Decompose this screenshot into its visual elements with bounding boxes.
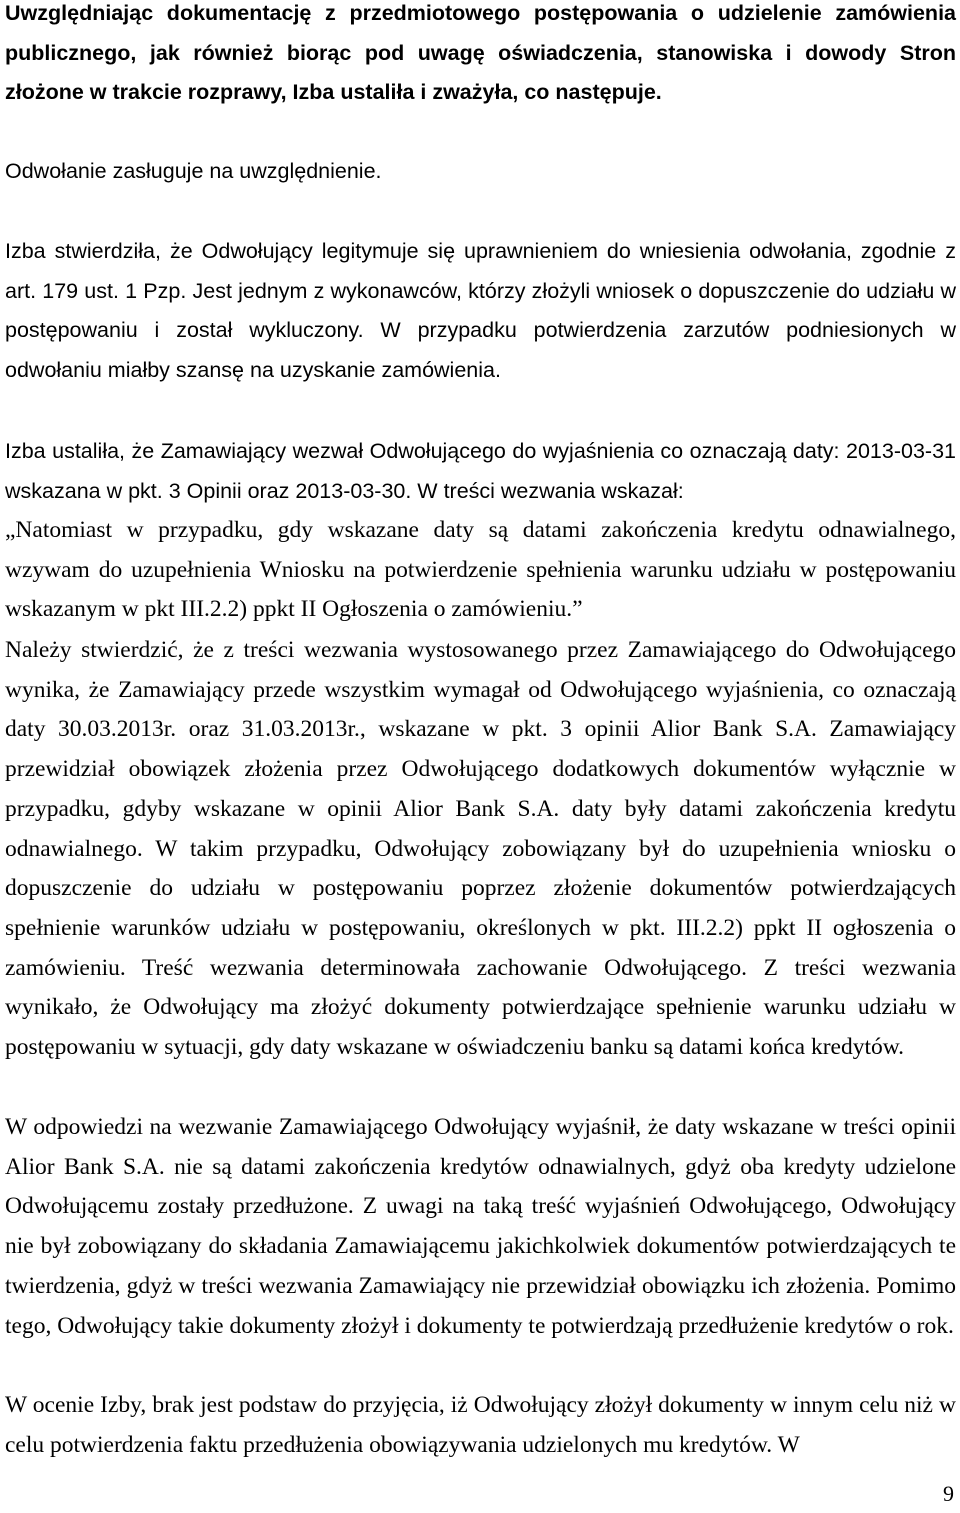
paragraph-analysis: Należy stwierdzić, że z treści wezwania wystosowanego przez Zamawiającego do Odwołującego wynika, że Zamawiający przede wszystkim wymagał od Odwołującego wyjaśnienia, co oznaczają daty 30.03.2013r. oraz 31.03.2013r., wskazane w pkt. 3 opinii Alior Bank S.A. Zamawiający przewidział obowiązek złożenia przez Odwołującego dodatkowych dokumentów wyłącznie w przypadku, gdyby wskazane w opinii Alior Bank S.A. daty były datami zakończenia kredytu odnawialnego. W takim przypadku, Odwołujący zobowiązany był do uzupełnienia wniosku o dopuszczenie do udziału w postępowaniu poprzez złożenie dokumentów potwierdzających spełnienie warunków udziału w postępowaniu, określonych w pkt. III.2.2) ppkt II ogłoszenia o zamówieniu. Treść wezwania determinowała zachowanie Odwołującego. Z treści wezwania wynikało, że Odwołujący ma złożyć dokumenty potwierdzające spełnienie warunku udziału w postępowaniu w sytuacji, gdy daty wskazane w oświadczeniu banku są datami końca kredytów. xyxy=(5,637,956,1061)
paragraph-standing: Izba stwierdziła, że Odwołujący legitymuje się uprawnieniem do wniesienia odwołania, zgodnie z art. 179 ust. 1 Pzp. Jest jednym z wykonawców, którzy złożyli wniosek o dopuszczenie do udziału w postępowaniu i został wykluczony. W przypadku potwierdzenia zarzutów podniesionych w odwołaniu miałby szansę na uzyskanie zamówienia. xyxy=(5,239,956,383)
paragraph-appeal-accepted: Odwołanie zasługuje na uwzględnienie. xyxy=(5,159,382,183)
paragraph-assessment: W ocenie Izby, brak jest podstaw do przyjęcia, iż Odwołujący złożył dokumenty w innym celu niż w celu potwierdzenia faktu przedłużenia obowiązywania udzielonych mu kredytów. W xyxy=(5,1392,956,1458)
paragraph-findings: Izba ustaliła, że Zamawiający wezwał Odwołującego do wyjaśnienia co oznaczają daty: 2013-03-31 wskazana w pkt. 3 Opinii oraz 2013-03-30. W treści wezwania wskazał: xyxy=(5,439,956,503)
paragraph-quote: „Natomiast w przypadku, gdy wskazane daty są datami zakończenia kredytu odnawialnego, wzywam do uzupełnienia Wniosku na potwierdzenie spełnienia warunku udziału w postępowaniu wskazanym w pkt III.2.2) ppkt II Ogłoszenia o zamówieniu.” xyxy=(5,517,956,623)
paragraph-response: W odpowiedzi na wezwanie Zamawiającego Odwołujący wyjaśnił, że daty wskazane w treści opinii Alior Bank S.A. nie są datami zakończenia kredytów odnawialnych, gdyż oba kredyty udzielone Odwołującemu zostały przedłużone. Z uwagi na taką treść wyjaśnień Odwołującego, Odwołujący nie był zobowiązany do składania Zamawiającemu jakichkolwiek dokumentów potwierdzających te twierdzenia, gdyż w treści wezwania Zamawiający nie przewidział obowiązku ich złożenia. Pomimo tego, Odwołujący takie dokumenty złożył i dokumenty te potwierdzają przedłużenie kredytów o rok. xyxy=(5,1114,956,1339)
paragraph-intro: Uwzględniając dokumentację z przedmiotowego postępowania o udzielenie zamówienia publicznego, jak również biorąc pod uwagę oświadczenia, stanowiska i dowody Stron złożone w trakcie rozprawy, Izba ustaliła i zważyła, co następuje. xyxy=(5,1,956,105)
page-number: 9 xyxy=(943,1481,954,1506)
